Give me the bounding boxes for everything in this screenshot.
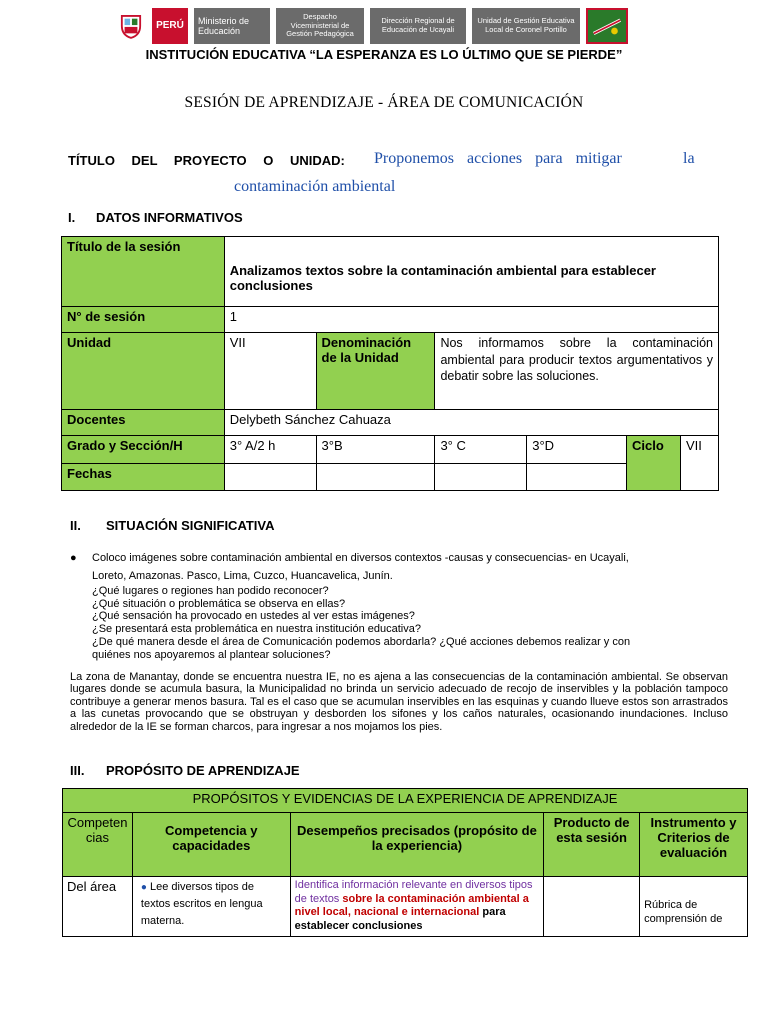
grado-value-3: 3° C [435,436,527,464]
despacho-logo: Despacho Viceministerial de Gestión Pedagógica [276,8,364,44]
ciclo-value: VII [680,436,718,491]
docentes-value: Delybeth Sánchez Cahuaza [224,410,718,436]
fecha-cell-3 [435,464,527,491]
section-number: II. [70,518,81,533]
titulo-sesion-label: Título de la sesión [62,237,225,307]
section-number: III. [70,763,85,778]
proposito-table [62,788,748,937]
grado-value-4: 3°D [527,436,627,464]
unidad-label: Unidad [62,333,225,410]
row-competencia-cell [132,877,290,937]
situacion-paragraph: La zona de Manantay, donde se encuentra nuestra IE, no es ajena a las consecuencias de la contaminación ambiental. Se observan lugares donde se acumula basura, la Municipalidad no brinda un servicio adecuado de recojo de inservibles y la población tampoco contribuye a generar menos basura. Tal es el caso que se acumulan inservibles en las esquinas y cuando llueve estos son arrastrados a las cunetas provocando que se obstruyan y desborden los sifones y los caños naturales, ocasionando inundaciones. Incluso alrededor de la IE se forman charcos, para ingresar a nos mojamos los pies. [70,671,728,733]
session-title: SESIÓN DE APRENDIZAJE - ÁREA DE COMUNICACIÓN [184,94,584,111]
fechas-label: Fechas [62,464,225,491]
col-desempenos: Desempeños precisados (propósito de la experiencia) [290,813,543,877]
col-instrumento: Instrumento y Criterios de evaluación [640,813,748,877]
coat-of-arms-icon [116,8,146,44]
situacion-line: ¿De qué manera desde el área de Comunicación podemos abordarla? ¿Qué acciones debemos realizar y con [92,635,631,648]
project-label: TÍTULO DEL PROYECTO O UNIDAD: [68,153,345,168]
section-situacion-heading [70,518,275,533]
docentes-label: Docentes [62,410,225,436]
col-producto: Producto de esta sesión [544,813,640,877]
situacion-line: quiénes nos apoyaremos al plantear soluciones? [92,648,331,661]
section-title: PROPÓSITO DE APRENDIZAJE [106,763,300,778]
section-title: SITUACIÓN SIGNIFICATIVA [106,518,275,533]
desempeno-red: sobre la contaminación ambiental a nivel local, nacional e internacional [294,892,529,918]
section-datos-heading [68,210,243,225]
bullet-text: Coloco imágenes sobre contaminación ambiental en diversos contextos -causas y consecuencias- en Ucayali, [92,552,629,564]
desempeno-purple: Identifica información relevante en diversos tipos de textos [294,879,533,905]
section-number: I. [68,210,76,225]
header-logos [116,8,628,44]
fecha-cell-1 [224,464,316,491]
project-value-line2: contaminación ambiental [234,178,396,195]
nsesion-label: N° de sesión [62,307,225,333]
situacion-line: ¿Qué lugares o regiones han podido reconocer? [92,584,329,597]
datos-table [61,236,719,491]
situacion-lines [92,570,630,662]
row-instrumento: Rúbrica de comprensión de [640,877,748,937]
denominacion-label: Denominación de la Unidad [316,333,435,410]
desempeno-black: para establecer conclusiones [294,906,506,932]
ugel-logo: Unidad de Gestión Educativa Local de Coronel Portillo [472,8,580,44]
titulo-sesion-value: Analizamos textos sobre la contaminación ambiental para establecer conclusiones [224,237,718,307]
proposito-header: PROPÓSITOS Y EVIDENCIAS DE LA EXPERIENCIA DE APRENDIZAJE [63,789,748,813]
situacion-line: ¿Se presentará esta problemática en nuestra institución educativa? [92,623,421,636]
denominacion-value: Nos informamos sobre la contaminación ambiental para producir textos argumentativos y debatir sobre las soluciones. [435,333,719,410]
peru-logo: PERÚ [152,8,188,44]
situacion-bullet [70,552,629,564]
nsesion-value: 1 [224,307,718,333]
situacion-line: ¿Qué sensación ha provocado en ustedes al ver estas imágenes? [92,610,415,623]
unidad-value: VII [224,333,316,410]
dreu-logo: Dirección Regional de Educación de Ucayali [370,8,466,44]
row-area: Del área [63,877,133,937]
school-emblem-icon [586,8,628,44]
fecha-cell-2 [316,464,435,491]
institution-title: INSTITUCIÓN EDUCATIVA “LA ESPERANZA ES LO ÚLTIMO QUE SE PIERDE” [145,47,623,62]
grado-value-1: 3° A/2 h [224,436,316,464]
minedu-logo: Ministerio de Educación [194,8,270,44]
project-value-line1: Proponemos acciones para mitigar [374,150,622,167]
col-competencia-capacidades: Competencia y capacidades [132,813,290,877]
bullet-icon: ● [140,882,147,893]
row-desempeno [290,877,543,937]
grado-label: Grado y Sección/H [62,436,225,464]
situacion-line: ¿Qué situación o problemática se observa en ellas? [92,597,346,610]
bullet-icon: ● [70,552,77,564]
grado-value-2: 3°B [316,436,435,464]
row-producto [544,877,640,937]
ciclo-label: Ciclo [627,436,681,491]
section-title: DATOS INFORMATIVOS [96,210,243,225]
fecha-cell-4 [527,464,627,491]
section-proposito-heading [70,763,300,778]
situacion-line: Loreto, Amazonas. Pasco, Lima, Cuzco, Huancavelica, Junín. [92,570,393,582]
row-competencia: Lee diversos tipos de textos escritos en lengua materna. [140,881,263,927]
project-value-line1-end: la [683,150,695,167]
col-competencias: Competencias [63,813,133,877]
